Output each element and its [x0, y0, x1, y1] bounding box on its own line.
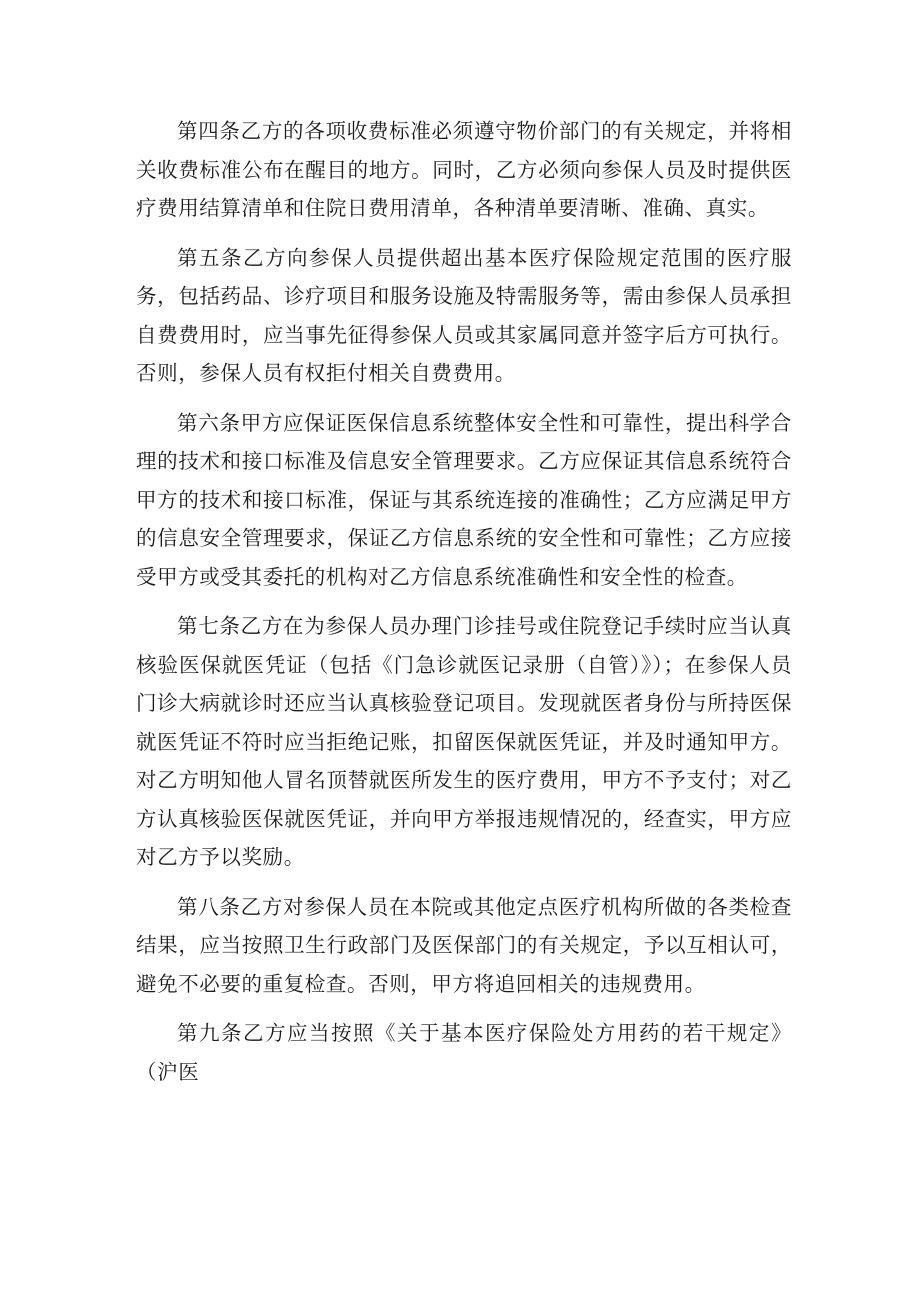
article-4-paragraph: 第四条乙方的各项收费标准必须遵守物价部门的有关规定，并将相关收费标准公布在醒目的地方。同时，乙方必须向参保人员及时提供医疗费用结算清单和住院日费用清单，各种清单要清晰、准确、真实。: [136, 119, 792, 220]
document-body: [136, 112, 792, 1102]
article-8-paragraph: 第八条乙方对参保人员在本院或其他定点医疗机构所做的各类检查结果，应当按照卫生行政部门及医保部门的有关规定，予以互相认可，避免不必要的重复检查。否则，甲方将追回相关的违规费用。: [136, 894, 792, 996]
article-7-paragraph: 第七条乙方在为参保人员办理门诊挂号或住院登记手续时应当认真核验医保就医凭证（包括《门急诊就医记录册（自管）》）；在参保人员门诊大病就诊时还应当认真核验登记项目。发现就医者身份与所持医保就医凭证不符时应当拒绝记账，扣留医保就医凭证，并及时通知甲方。对乙方明知他人冒名顶替就医所发生的医疗费用，甲方不予支付；对乙方认真核验医保就医凭证，并向甲方举报违规情况的，经查实，甲方应对乙方予以奖励。: [136, 614, 792, 869]
article-9-paragraph: 第九条乙方应当按照《关于基本医疗保险处方用药的若干规定》（沪医: [136, 1021, 792, 1084]
article-6-paragraph: 第六条甲方应保证医保信息系统整体安全性和可靠性，提出科学合理的技术和接口标准及信息安全管理要求。乙方应保证其信息系统符合甲方的技术和接口标准，保证与其系统连接的准确性；乙方应满足甲方的信息安全管理要求，保证乙方信息系统的安全性和可靠性；乙方应接受甲方或受其委托的机构对乙方信息系统准确性和安全性的检查。: [136, 410, 792, 589]
article-5-paragraph: 第五条乙方向参保人员提供超出基本医疗保险规定范围的医疗服务，包括药品、诊疗项目和服务设施及特需服务等，需由参保人员承担自费费用时，应当事先征得参保人员或其家属同意并签字后方可执行。否则，参保人员有权拒付相关自费费用。: [136, 245, 792, 385]
